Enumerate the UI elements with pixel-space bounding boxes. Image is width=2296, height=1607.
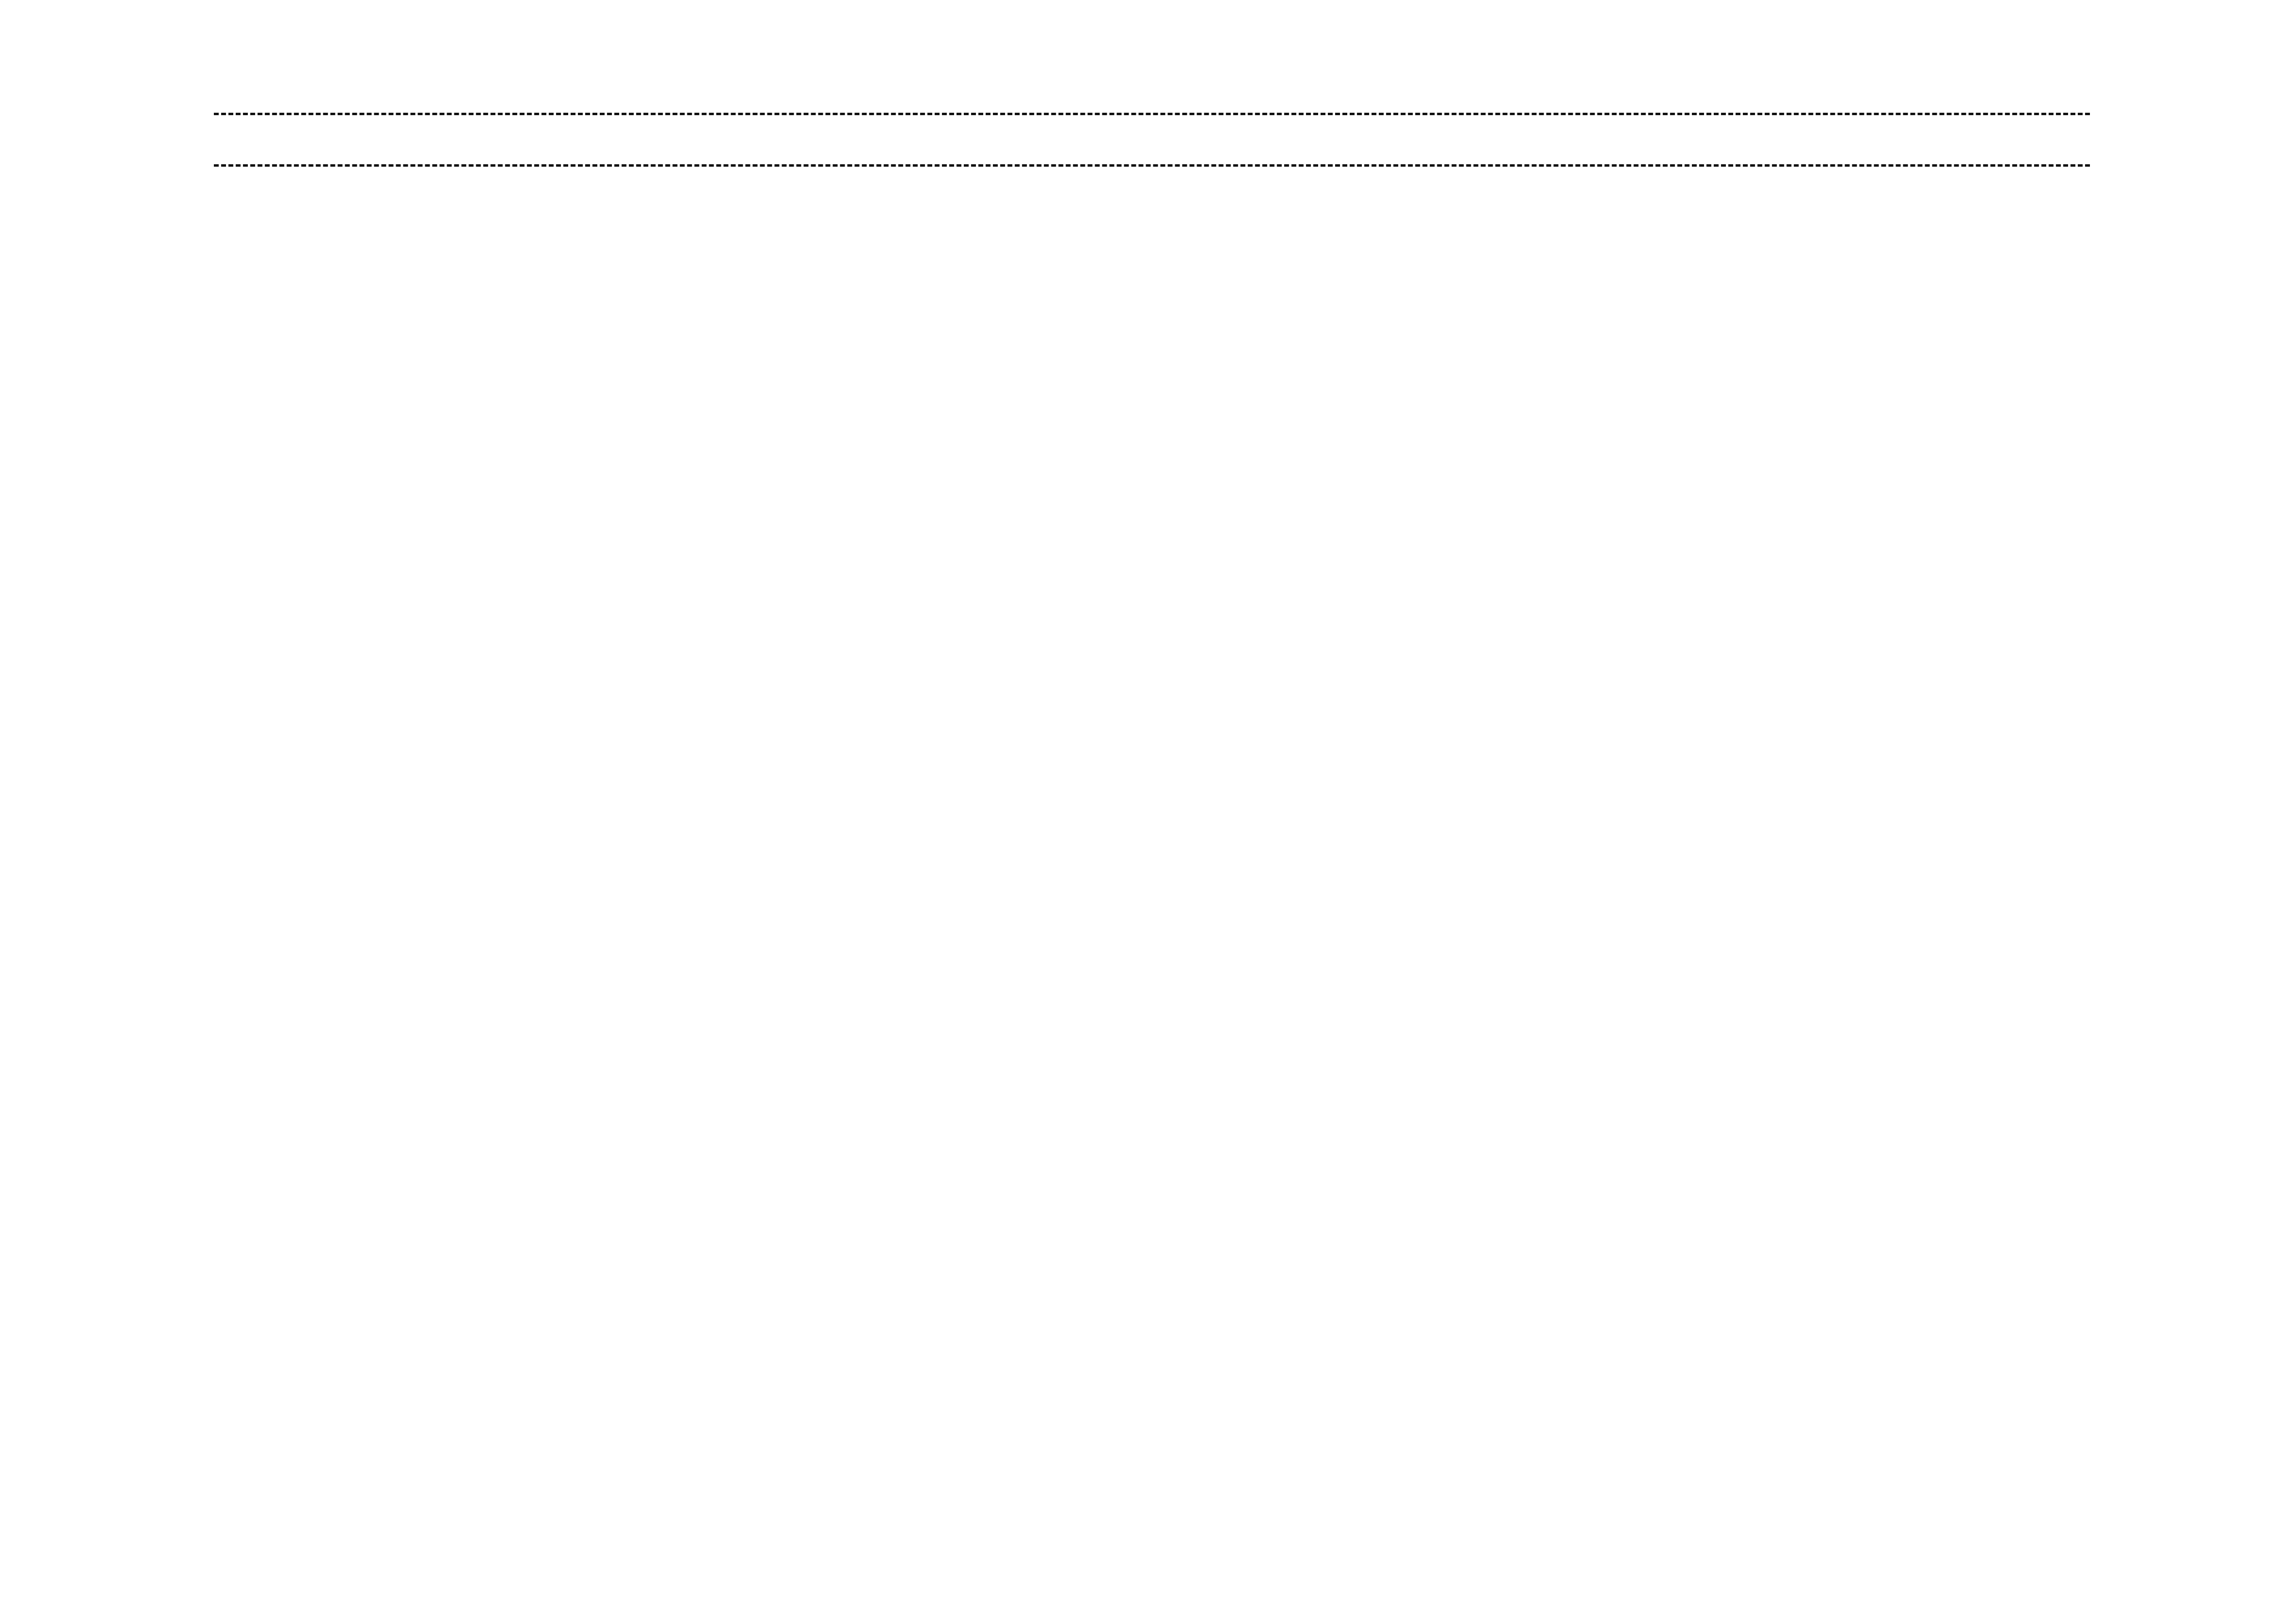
table-top-rule xyxy=(214,113,2090,115)
column-header-rule xyxy=(214,164,2090,167)
